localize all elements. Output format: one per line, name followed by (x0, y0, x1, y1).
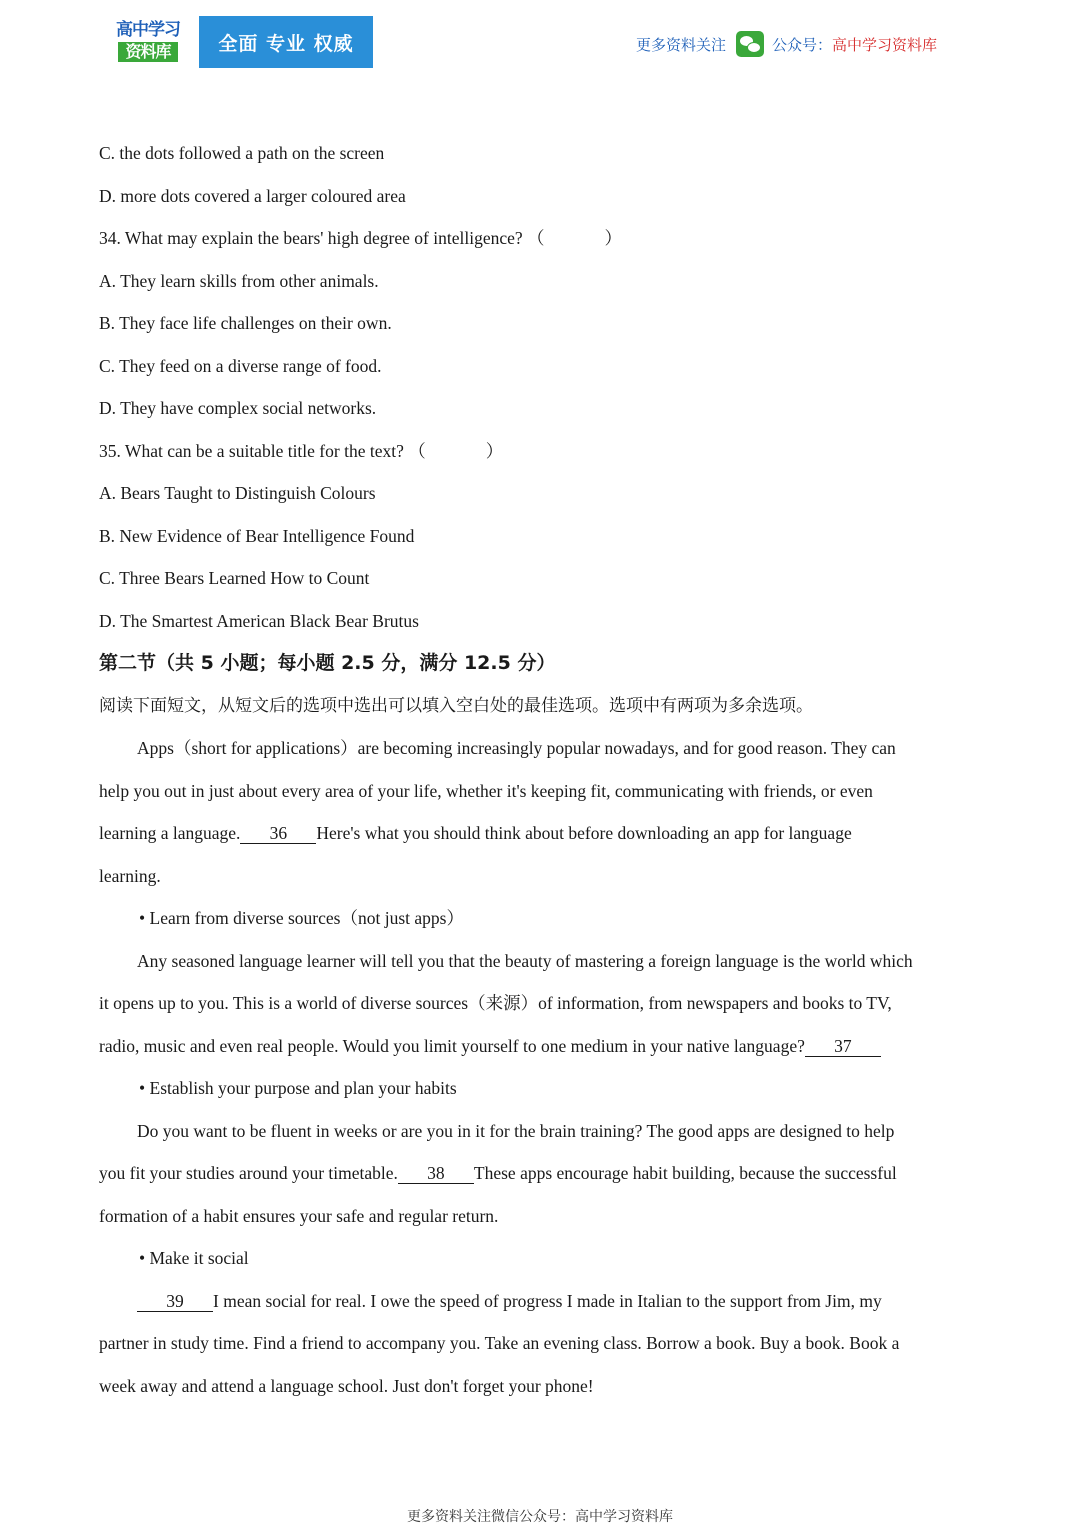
slogan-banner: 全面 专业 权威 (199, 16, 373, 68)
answer-paren-open: （ (527, 228, 545, 248)
bullet-heading-1: • Learn from diverse sources（not just apps） (139, 908, 464, 928)
option-35c: C. Three Bears Learned How to Count (99, 568, 370, 588)
paragraph-1-line-1: Apps（short for applications）are becoming increasingly popular nowadays, and for good reason. They can (137, 738, 896, 758)
question-35-text: 35. What can be a suitable title for the text? (99, 440, 404, 461)
answer-paren-close: ） (485, 440, 504, 461)
paragraph-4-line-2: partner in study time. Find a friend to accompany you. Take an evening class. Borrow a book. Buy a book. Book a (99, 1333, 900, 1353)
paragraph-text: you fit your studies around your timetable. (99, 1163, 398, 1183)
option-34b: B. They face life challenges on their own. (99, 313, 392, 333)
section-title: 第二节（共 5 小题；每小题 2.5 分，满分 12.5 分） (99, 652, 556, 674)
logo-line-1: 高中学习 (116, 20, 180, 40)
page-header (0, 0, 1080, 90)
paragraph-text: learning a language. (99, 823, 241, 843)
paragraph-2-line-1: Any seasoned language learner will tell you that the beauty of mastering a foreign language is the world which (137, 950, 913, 971)
question-34 (99, 217, 984, 260)
paragraph-3-line-3: formation of a habit ensures your safe and regular return. (99, 1205, 499, 1226)
blank-36: 36 (240, 823, 316, 844)
option-35a: A. Bears Taught to Distinguish Colours (99, 483, 376, 503)
follow-notice (636, 32, 937, 56)
wechat-icon (736, 31, 764, 57)
question-35 (99, 430, 984, 473)
logo-line-2: 资料库 (118, 42, 178, 62)
site-logo (112, 20, 184, 64)
question-34-text: 34. What may explain the bears' high degree of intelligence? (99, 228, 523, 248)
paragraph-text: radio, music and even real people. Would you limit yourself to one medium in your native language? (99, 1035, 805, 1056)
paragraph-2-line-3 (99, 1025, 984, 1068)
page-footer: 更多资料关注微信公众号：高中学习资料库 (407, 1509, 673, 1525)
paragraph-4-line-3: week away and attend a language school. Just don't forget your phone! (99, 1375, 594, 1396)
paragraph-1-line-4: learning. (99, 865, 161, 886)
blank-39: 39 (137, 1291, 213, 1312)
option-33c: C. the dots followed a path on the screen (99, 143, 385, 163)
bullet-heading-2: • Establish your purpose and plan your habits (139, 1078, 457, 1098)
answer-paren-close: ） (604, 228, 623, 248)
account-label: 公众号： (772, 35, 833, 54)
blank-38: 38 (398, 1163, 474, 1184)
follow-text: 更多资料关注 (636, 35, 727, 54)
paragraph-text: These apps encourage habit building, because the successful (473, 1163, 897, 1183)
option-34c: C. They feed on a diverse range of food. (99, 355, 382, 376)
answer-paren-open: （ (408, 440, 426, 461)
option-34d: D. They have complex social networks. (99, 398, 377, 418)
paragraph-1-line-2: help you out in just about every area of your life, whether it's keeping fit, communicating with friends, or even (99, 780, 873, 801)
bullet-heading-3: • Make it social (139, 1248, 249, 1268)
account-name: 高中学习资料库 (832, 35, 938, 54)
blank-37: 37 (805, 1036, 881, 1057)
paragraph-text: I mean social for real. I owe the speed of progress I made in Italian to the support from Jim, my (213, 1290, 882, 1311)
document-body (99, 132, 984, 1407)
paragraph-text: Here's what you should think about before downloading an app for language (316, 823, 852, 843)
paragraph-1-line-3 (99, 812, 984, 855)
paragraph-3-line-2 (99, 1152, 984, 1195)
instruction-text: 阅读下面短文，从短文后的选项中选出可以填入空白处的最佳选项。选项中有两项为多余选项。 (99, 695, 813, 716)
option-34a: A. They learn skills from other animals. (99, 270, 379, 291)
paragraph-2-line-2: it opens up to you. This is a world of diverse sources（来源）of information, from newspapers and books to TV, (99, 993, 892, 1013)
option-35d: D. The Smartest American Black Bear Brutus (99, 610, 419, 631)
option-33d: D. more dots covered a larger coloured area (99, 185, 406, 206)
paragraph-4-line-1 (99, 1280, 984, 1323)
option-35b: B. New Evidence of Bear Intelligence Found (99, 525, 415, 546)
paragraph-3-line-1: Do you want to be fluent in weeks or are you in it for the brain training? The good apps are designed to help (137, 1120, 895, 1141)
